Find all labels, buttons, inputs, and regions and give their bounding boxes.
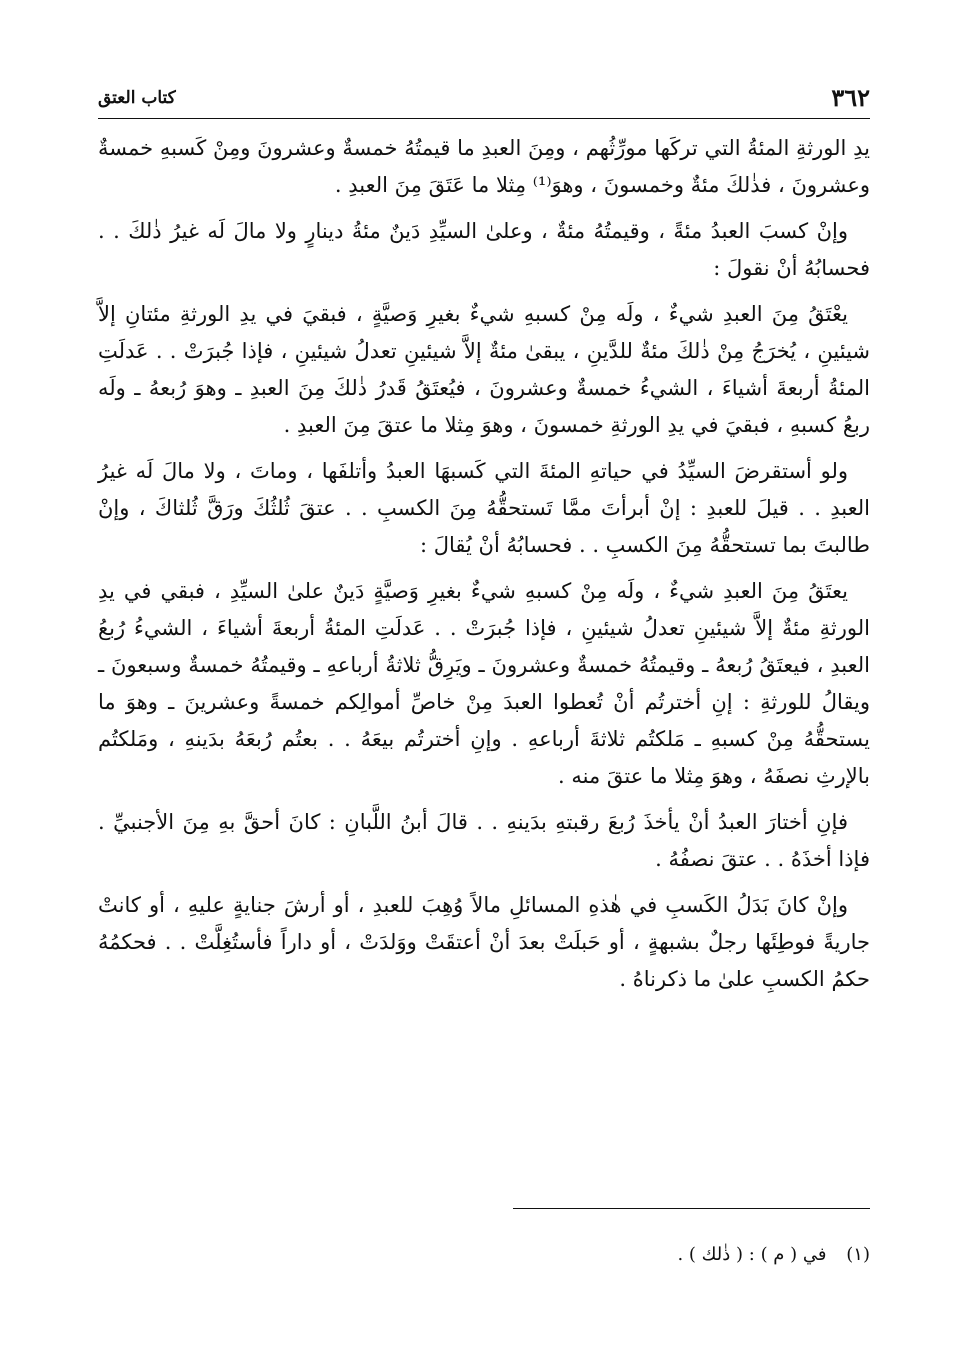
paragraph: وإنْ كانَ بَدَلُ الكَسبِ في هٰذهِ المسائلِ مالاً وُهِبَ للعبدِ ، أو أرشَ جنايةٍ عليهِ ، أو كانتْ جاريةً فوطِئَها رجلٌ بشبهةٍ ، أو حَبلَتْ بعدَ أنْ أعتقَتْ ووَلدَتْ ، أو داراً فأستُغِلَّتْ . . فحكمُهُ حكمُ الكسبِ علىٰ ما ذكرناهُ . [98,893,870,991]
paragraph: يعْتَقُ مِنَ العبدِ شيءٌ ، ولَه مِنْ كسبهِ شيءٌ بغيرِ وَصيَّةٍ ، فبقيَ في يدِ الورثةِ مئتانِ إلاَّ شيئينِ ، يُخرَجُ مِنْ ذٰلكَ مئةٌ للدَّينِ ، يبقىٰ مئةٌ إلاَّ شيئينِ تعدلُ شيئينِ ، فإذا جُبرَتْ . . عَدلَتِ المئةُ أربعةَ أشياءَ ، الشيءُ خمسةٌ وعشرونَ ، فيُعتَقُ قَدرُ ذٰلكَ مِنَ العبدِ ـ وهوَ رُبعهُ ـ ولَه ربعُ كسبهِ ، فبقيَ في يدِ الورثةِ خمسونَ ، وهوَ مِثلا ما عتقَ مِنَ العبدِ . [98,302,870,437]
paragraph: وإنْ كسبَ العبدُ مئةً ، وقيمتُهُ مئةٌ ، وعلىٰ السيِّدِ دَينٌ مئةُ دينارٍ ولا مالَ لَه غيرُ ذٰلكَ . . فحسابُهُ أنْ نقولَ : [98,219,870,280]
footnote-divider [513,1208,870,1209]
running-header [98,84,870,112]
footnote [98,1240,870,1270]
paragraph: يعتَقُ مِنَ العبدِ شيءٌ ، ولَه مِنْ كسبهِ شيءٌ بغيرِ وَصيَّةٍ دَينٌ علىٰ السيِّدِ ، فبقي في يدِ الورثةِ مئةٌ إلاَّ شيئينِ تعدلُ شيئينِ ، فإذا جُبرَتْ . . عَدلَتِ المئةُ أربعةَ أشياءَ ، الشيءُ رُبعُ العبدِ ، فيعتَقُ رُبعهُ ـ وقيمتُهُ خمسةٌ وعشرونَ ـ ويَرِقُّ ثلاثةُ أرباعهِ ـ وقيمتُهُ خمسةٌ وسبعونَ ـ ويقالُ للورثةِ : إنِ أخترتُم أنْ تُعطوا العبدَ مِنْ خاصِّ أموالِكم خمسةً وعشرينَ ـ وهوَ ما يستحقُّهُ مِنْ كسبهِ ـ مَلكتُم ثلاثةَ أرباعهِ . وإنِ أخترتُم بيعَهُ . . بعتُم رُبعَهُ بدَينهِ ، ومَلكتُم بالإرثِ نصفَهُ ، وهوَ مِثلا ما عتقَ منه . [98,579,870,788]
footnote-marker: (١) [846,1244,870,1265]
footnote-text: في ( م ) : ( ذٰلك ) . [677,1244,827,1265]
paragraph: فإنِ أختارَ العبدُ أنْ يأخذَ رُبعَ رقبتهِ بدَينهِ . . قالَ أبنُ اللَّبانِ : كانَ أحقَّ بهِ مِنَ الأجنبيِّ . فإذا أخذَهُ . . عتقَ نصفُهُ . [98,810,870,871]
paragraph: يدِ الورثةِ المئةُ التي تركَها مورِّثُهم ، ومِنَ العبدِ ما قيمتُهُ خمسةٌ وعشرونَ ومِنْ كَسبهِ خمسةٌ وعشرونَ ، فذٰلكَ مئةٌ وخمسونَ ، وهوَ⁽¹⁾ مِثلا ما عَتَقَ مِنَ العبدِ . [98,136,870,197]
header-divider [98,118,870,119]
main-text [98,130,870,1007]
paragraph: ولو أستقرضَ السيِّدُ في حياتهِ المئةَ التي كَسبهَا العبدُ وأتلفَها ، وماتَ ، ولا مالَ لَه غيرُ العبدِ . . قيلَ للعبدِ : إنْ أبرأتَ ممَّا تَستحقُّهُ مِنَ الكسبِ . . عتقَ ثُلثُكَ ورَقَّ ثُلثاكَ ، وإنْ طالبتَ بما تستحقُّهُ مِنَ الكسبِ . . فحسابُهُ أنْ يُقالَ : [98,459,870,557]
running-title: كتاب العتق [98,88,176,108]
page-number: ٣٦٢ [831,83,870,112]
